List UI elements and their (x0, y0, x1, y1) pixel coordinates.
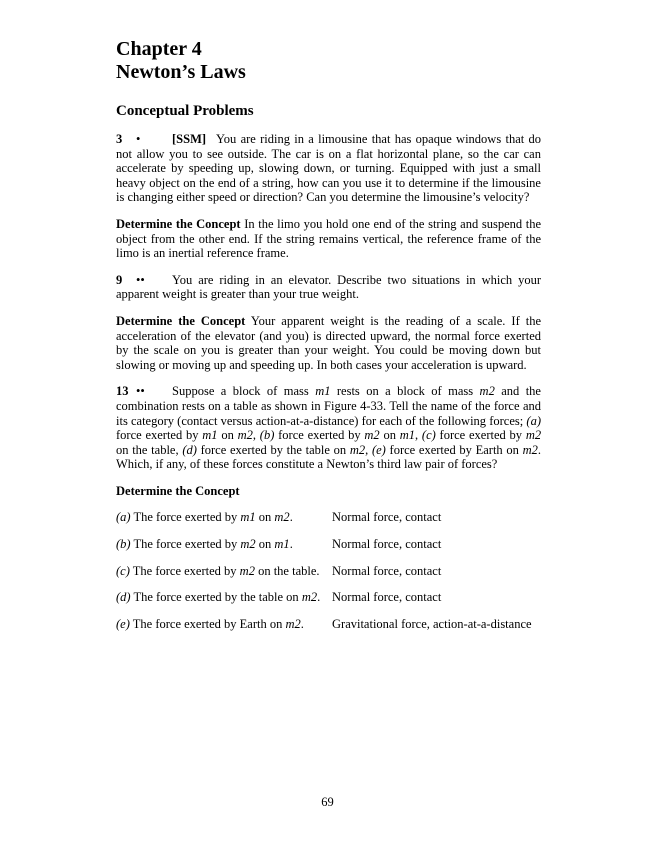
problem-9 (116, 273, 541, 302)
problem-number: 9 (116, 272, 123, 287)
answer-row (116, 590, 541, 605)
solution-text: In the limo you hold one end of the string and suspend the object from the other end. If the string remains vertical, the reference frame of the limo is an inertial reference frame. (116, 216, 541, 261)
page-content (116, 38, 541, 631)
difficulty-stars: •• (136, 384, 145, 399)
solution-label: Determine the Concept (116, 313, 246, 328)
answer-value: Normal force, contact (332, 590, 442, 605)
chapter-number: Chapter 4 (116, 38, 202, 60)
answer-value: Gravitational force, action-at-a-distance (332, 616, 532, 631)
problem-number: 13 (116, 384, 129, 399)
answer-row (116, 564, 541, 579)
problem-number: 3 (116, 132, 123, 146)
solution-label: Determine the Concept (116, 216, 241, 231)
solution-13 (116, 484, 541, 499)
solution-9 (116, 314, 541, 372)
section-title: Conceptual Problems (116, 103, 254, 119)
answer-question: (c) The force exerted by m2 on the table. (116, 563, 320, 578)
solution-text: Your apparent weight is the reading of a scale. If the acceleration of the elevator (and you) is directed upward, the normal force exerted by the scale on you is greater than your weight. You could be moving down but slowing or moving up and speeding up. In both cases your acceleration is upward. (116, 313, 541, 372)
answer-question: (d) The force exerted by the table on m2. (116, 590, 321, 605)
answer-row (116, 510, 541, 525)
solution-3 (116, 217, 541, 261)
answer-value: Normal force, contact (332, 510, 442, 525)
difficulty-stars: •• (136, 272, 145, 287)
chapter-title (116, 38, 541, 84)
answer-value: Normal force, contact (332, 537, 442, 552)
answer-question: (b) The force exerted by m2 on m1. (116, 537, 293, 552)
problem-3 (116, 132, 541, 205)
answer-value: Normal force, contact (332, 563, 442, 578)
answer-question: (e) The force exerted by Earth on m2. (116, 616, 304, 631)
answer-question: (a) The force exerted by m1 on m2. (116, 510, 293, 525)
problem-13 (116, 384, 541, 472)
chapter-name: Newton’s Laws (116, 61, 246, 83)
problem-text: Suppose a block of mass m1 rests on a block of mass m2 and the combination rests on a table as shown in Figure 4-33. Tell the name of the force and its category (contact versus action-at-a-distance) for each of the following forces; (a) force exerted by m1 on m2, (b) force exerted by m2 on m1, (c) force exerted by m2 on the table, (d) force exerted by the table on m2, (e) force exerted by Earth on m2. Which, if any, of these forces constitute a Newton’s third law pair of forces? (116, 384, 542, 472)
answer-row (116, 617, 541, 632)
solution-label: Determine the Concept (116, 483, 240, 498)
difficulty-stars: • (136, 132, 141, 146)
problem-text: You are riding in an elevator. Describe two situations in which your apparent weight is greater than your true weight. (116, 272, 541, 302)
answer-row (116, 537, 541, 552)
ssm-tag: [SSM] (172, 132, 207, 146)
page-number: 69 (321, 795, 334, 809)
problem-text: You are riding in a limousine that has opaque windows that do not allow you to see outside. The car is on a flat horizontal plane, so the car can accelerate by speeding up, slowing down, or turning. Equipped with just a small heavy object on the end of a string, how can you use it to determine if the limousine is changing either speed or direction? Can you determine the limousine’s velocity? (116, 132, 541, 205)
